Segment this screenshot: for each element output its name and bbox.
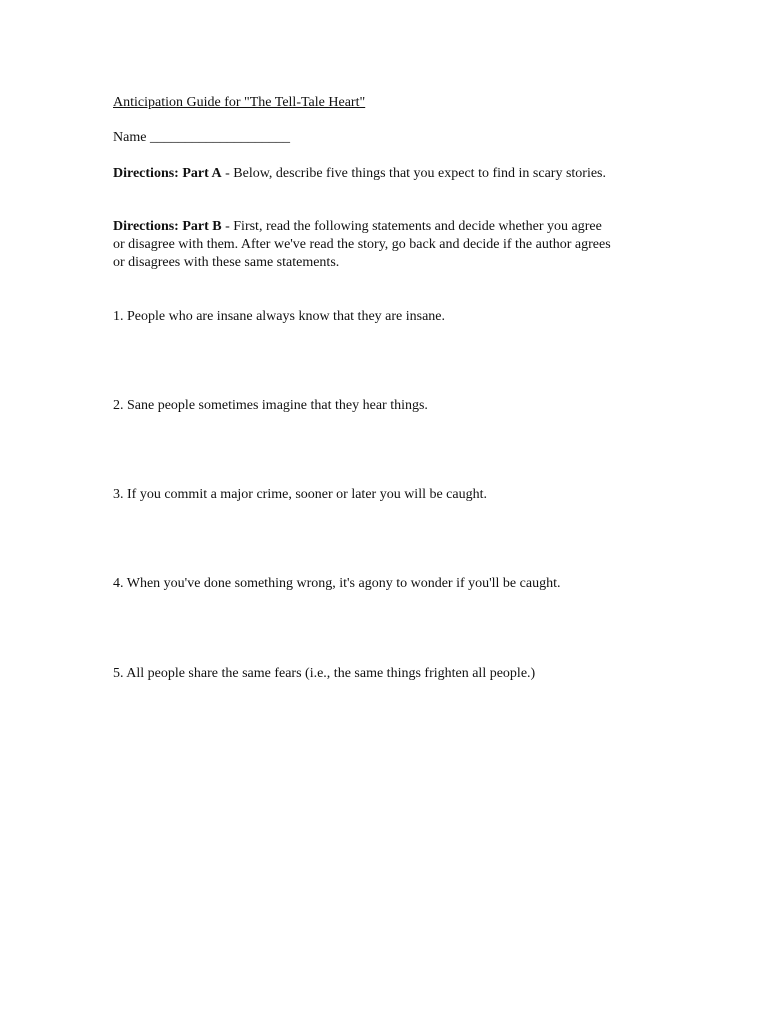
part-b-line-3: or disagrees with these same statements.: [113, 255, 340, 270]
part-a-text: - Below, describe five things that you expect to find in scary stories.: [221, 166, 606, 181]
part-b-label: Directions: Part B: [113, 219, 222, 234]
name-label: Name: [113, 130, 147, 145]
directions-part-b: [113, 218, 673, 272]
statement-3: 3. If you commit a major crime, sooner or later you will be caught.: [113, 487, 488, 502]
name-blank: ____________________: [149, 130, 290, 145]
document-title: Anticipation Guide for "The Tell-Tale Heart": [113, 95, 366, 110]
part-b-line-1: [113, 218, 673, 236]
part-b-line-2: or disagree with them. After we've read the story, go back and decide if the author agrees: [113, 237, 611, 252]
statement-5: 5. All people share the same fears (i.e., the same things frighten all people.): [113, 666, 536, 681]
part-a-label: Directions: Part A: [113, 166, 222, 181]
directions-part-a: [113, 165, 606, 183]
statement-4: 4. When you've done something wrong, it's agony to wonder if you'll be caught.: [113, 576, 561, 591]
part-b-text-1: - First, read the following statements and decide whether you agree: [221, 219, 602, 234]
name-field-line: [113, 129, 290, 147]
statement-2: 2. Sane people sometimes imagine that they hear things.: [113, 398, 428, 413]
statement-1: 1. People who are insane always know that they are insane.: [113, 309, 446, 324]
